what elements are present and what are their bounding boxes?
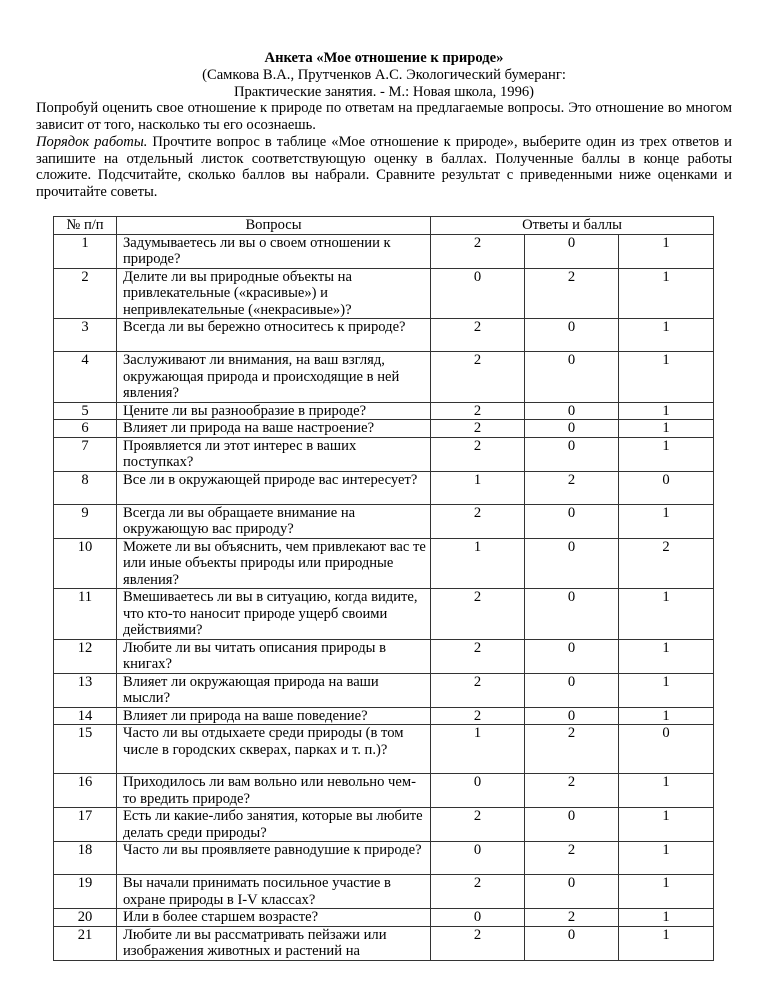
table-row (54, 842, 714, 875)
table-row (54, 808, 714, 842)
question-text: Любите ли вы читать описания природы в книгах? (117, 639, 431, 673)
score-answer-1: 0 (431, 909, 525, 927)
table-row (54, 538, 714, 589)
question-text: Влияет ли природа на ваше поведение? (117, 707, 431, 725)
score-answer-2: 0 (525, 402, 619, 420)
row-number: 7 (54, 437, 117, 471)
score-answer-1: 0 (431, 774, 525, 808)
score-answer-2: 0 (525, 319, 619, 352)
row-number: 11 (54, 589, 117, 640)
row-number: 18 (54, 842, 117, 875)
score-answer-3: 1 (619, 504, 714, 538)
question-text: Или в более старшем возрасте? (117, 909, 431, 927)
score-answer-1: 2 (431, 808, 525, 842)
score-answer-2: 2 (525, 725, 619, 774)
score-answer-1: 2 (431, 437, 525, 471)
score-answer-1: 2 (431, 234, 525, 268)
table-row (54, 504, 714, 538)
score-answer-3: 0 (619, 471, 714, 504)
score-answer-3: 1 (619, 875, 714, 909)
row-number: 1 (54, 234, 117, 268)
row-number: 10 (54, 538, 117, 589)
table-row (54, 319, 714, 352)
score-answer-2: 2 (525, 909, 619, 927)
row-number: 15 (54, 725, 117, 774)
score-answer-1: 0 (431, 842, 525, 875)
row-number: 19 (54, 875, 117, 909)
citation-line-1: (Самкова В.А., Прутченков А.С. Экологический бумеранг: (202, 67, 566, 83)
score-answer-1: 2 (431, 402, 525, 420)
table-row (54, 589, 714, 640)
row-number: 8 (54, 471, 117, 504)
score-answer-1: 1 (431, 725, 525, 774)
score-answer-3: 1 (619, 707, 714, 725)
question-text: Задумываетесь ли вы о своем отношении к природе? (117, 234, 431, 268)
row-number: 6 (54, 420, 117, 438)
score-answer-2: 0 (525, 673, 619, 707)
question-text: Влияет ли окружающая природа на ваши мысли? (117, 673, 431, 707)
row-number: 12 (54, 639, 117, 673)
score-answer-3: 1 (619, 926, 714, 960)
table-row (54, 420, 714, 438)
table-header-row (54, 217, 714, 235)
procedure-text: Прочтите вопрос в таблице «Мое отношение к природе», выберите один из трех ответов и запишите на отдельный листок соответствующую оценку в баллах. Полученные баллы в конце работы сложите. Подсчитайте, сколько баллов вы набрали. Сравните результат с приведенными ниже оценками и прочитайте советы. (36, 134, 732, 200)
score-answer-2: 2 (525, 774, 619, 808)
score-answer-3: 1 (619, 842, 714, 875)
score-answer-3: 1 (619, 639, 714, 673)
score-answer-2: 0 (525, 352, 619, 403)
score-answer-1: 2 (431, 319, 525, 352)
score-answer-2: 0 (525, 808, 619, 842)
procedure-label: Порядок работы. (36, 134, 148, 150)
row-number: 20 (54, 909, 117, 927)
score-answer-1: 2 (431, 352, 525, 403)
intro-paragraph: Попробуй оценить свое отношение к природе по ответам на предлагаемые вопросы. Это отношение во многом зависит от того, насколько ты его осознаешь. (36, 100, 732, 133)
document-title: Анкета «Мое отношение к природе» (264, 50, 504, 66)
header-number: № п/п (54, 217, 117, 235)
score-answer-2: 0 (525, 437, 619, 471)
table-row (54, 268, 714, 319)
question-text: Приходилось ли вам вольно или невольно чем-то вредить природе? (117, 774, 431, 808)
score-answer-3: 1 (619, 268, 714, 319)
score-answer-2: 0 (525, 420, 619, 438)
table-body (54, 234, 714, 960)
table-row (54, 875, 714, 909)
score-answer-1: 0 (431, 268, 525, 319)
table-row (54, 707, 714, 725)
score-answer-3: 1 (619, 909, 714, 927)
row-number: 2 (54, 268, 117, 319)
table-row (54, 909, 714, 927)
question-text: Всегда ли вы обращаете внимание на окружающую вас природу? (117, 504, 431, 538)
table-row (54, 926, 714, 960)
row-number: 17 (54, 808, 117, 842)
score-answer-2: 2 (525, 268, 619, 319)
table-row (54, 352, 714, 403)
score-answer-2: 0 (525, 707, 619, 725)
question-text: Часто ли вы проявляете равнодушие к природе? (117, 842, 431, 875)
score-answer-2: 0 (525, 926, 619, 960)
table-row (54, 402, 714, 420)
table-row (54, 639, 714, 673)
procedure-paragraph (36, 134, 732, 200)
score-answer-1: 1 (431, 471, 525, 504)
score-answer-3: 1 (619, 673, 714, 707)
table-row (54, 673, 714, 707)
row-number: 5 (54, 402, 117, 420)
score-answer-3: 2 (619, 538, 714, 589)
question-text: Цените ли вы разнообразие в природе? (117, 402, 431, 420)
row-number: 14 (54, 707, 117, 725)
row-number: 3 (54, 319, 117, 352)
score-answer-2: 0 (525, 875, 619, 909)
score-answer-3: 1 (619, 437, 714, 471)
question-text: Есть ли какие-либо занятия, которые вы любите делать среди природы? (117, 808, 431, 842)
header-questions: Вопросы (117, 217, 431, 235)
questionnaire-table (53, 216, 714, 961)
question-text: Все ли в окружающей природе вас интересует? (117, 471, 431, 504)
score-answer-3: 0 (619, 725, 714, 774)
table-row (54, 774, 714, 808)
question-text: Вмешиваетесь ли вы в ситуацию, когда видите, что кто-то наносит природе ущерб своими действиями? (117, 589, 431, 640)
score-answer-1: 2 (431, 926, 525, 960)
score-answer-3: 1 (619, 420, 714, 438)
score-answer-3: 1 (619, 774, 714, 808)
row-number: 13 (54, 673, 117, 707)
score-answer-1: 2 (431, 707, 525, 725)
score-answer-2: 0 (525, 504, 619, 538)
score-answer-2: 0 (525, 639, 619, 673)
question-text: Всегда ли вы бережно относитесь к природе? (117, 319, 431, 352)
question-text: Любите ли вы рассматривать пейзажи или изображения животных и растений на (117, 926, 431, 960)
score-answer-1: 1 (431, 538, 525, 589)
score-answer-2: 0 (525, 234, 619, 268)
header-answers: Ответы и баллы (431, 217, 714, 235)
table-row (54, 471, 714, 504)
question-text: Заслуживают ли внимания, на ваш взгляд, окружающая природа и происходящие в ней явления? (117, 352, 431, 403)
question-text: Проявляется ли этот интерес в ваших поступках? (117, 437, 431, 471)
score-answer-3: 1 (619, 808, 714, 842)
score-answer-3: 1 (619, 319, 714, 352)
question-text: Часто ли вы отдыхаете среди природы (в том числе в городских скверах, парках и т. п.)? (117, 725, 431, 774)
score-answer-1: 2 (431, 639, 525, 673)
table-row (54, 234, 714, 268)
row-number: 21 (54, 926, 117, 960)
question-text: Можете ли вы объяснить, чем привлекают вас те или иные объекты природы или природные явления? (117, 538, 431, 589)
score-answer-2: 0 (525, 538, 619, 589)
score-answer-2: 0 (525, 589, 619, 640)
question-text: Вы начали принимать посильное участие в охране природы в I-V классах? (117, 875, 431, 909)
score-answer-3: 1 (619, 234, 714, 268)
score-answer-2: 2 (525, 842, 619, 875)
score-answer-3: 1 (619, 589, 714, 640)
citation-line-2: Практические занятия. - М.: Новая школа, 1996) (233, 84, 535, 100)
row-number: 9 (54, 504, 117, 538)
question-text: Делите ли вы природные объекты на привлекательные («красивые») и непривлекательные («некрасивые»)? (117, 268, 431, 319)
row-number: 16 (54, 774, 117, 808)
score-answer-1: 2 (431, 504, 525, 538)
score-answer-2: 2 (525, 471, 619, 504)
question-text: Влияет ли природа на ваше настроение? (117, 420, 431, 438)
score-answer-1: 2 (431, 420, 525, 438)
score-answer-1: 2 (431, 589, 525, 640)
score-answer-1: 2 (431, 875, 525, 909)
row-number: 4 (54, 352, 117, 403)
score-answer-1: 2 (431, 673, 525, 707)
table-row (54, 437, 714, 471)
score-answer-3: 1 (619, 352, 714, 403)
score-answer-3: 1 (619, 402, 714, 420)
table-row (54, 725, 714, 774)
